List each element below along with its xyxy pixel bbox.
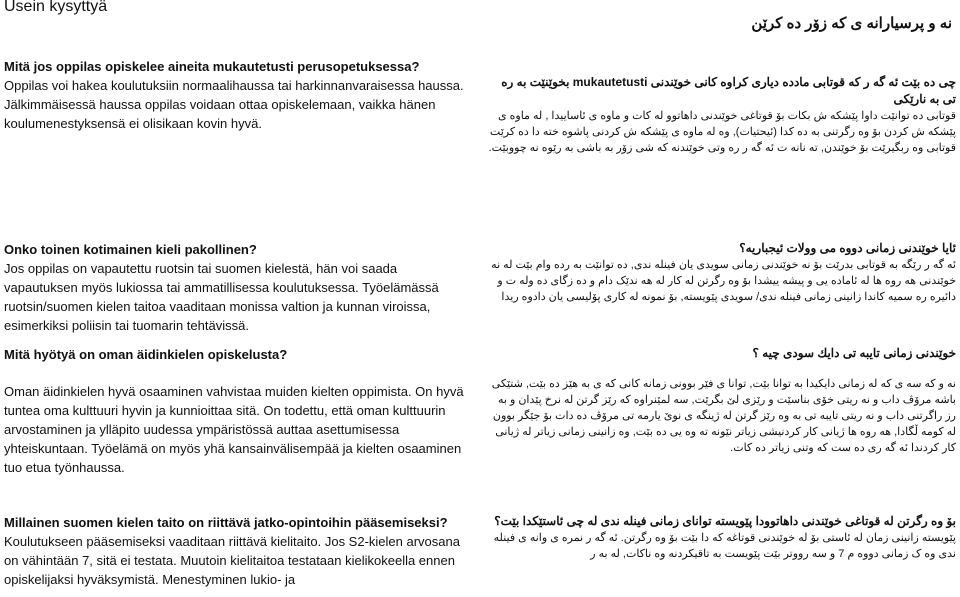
faq-answer-kurdish: ئه گه ر رێگه به قوتابی بدرێت بۆ نه خوێندنی زمانی سویدی یان فینله ندی, ده توانێت به رده وام بێت له نه خوێندنی هه روه ها له ئاماده یی و پیشه ییشدا بۆ وه رگرتن له کار له هه ندێک دام و ده زگای ده وله ت و دائیره ره سمیه کاندا زانینی زمانی فینله ندی/ سویدی پێویسته, بۆ نمونه له کاری پۆلیسی یان دادوه ریدا (491, 259, 956, 303)
faq-question: Mitä hyötyä on oman äidinkielen opiskelusta? (4, 347, 288, 362)
faq-question-kurdish: ئایا خوێندنی زمانی دووه می وولات ئیجباریه؟ (739, 241, 956, 255)
faq-question: Onko toinen kotimainen kieli pakollinen? (4, 242, 257, 257)
faq-item-kurdish-2 (486, 240, 956, 305)
faq-question: Mitä jos oppilas opiskelee aineita mukautetusti perusopetuksessa? (4, 59, 420, 74)
faq-item-3 (4, 345, 474, 477)
faq-item-kurdish-1 (486, 74, 956, 156)
faq-answer: Jos oppilas on vapautettu ruotsin tai suomen kielestä, hän voi saada vapautuksen myös lukiossa tai ammatillisessa koulutuksessa. Työelämässä ruotsin/suomen kielen taitoa vaaditaan monissa valtion ja kunnan viroissa, esimerkiksi poliisin tai tuomarin tehtävissä. (4, 261, 439, 333)
page-title: Usein kysyttyä (4, 0, 108, 15)
faq-answer: Oppilas voi hakea koulutuksiin normaalihaussa tai harkinnanvaraisessa haussa. Jälkimmäisessä haussa oppilas voidaan ottaa opiskelemaan, vaikka hänen koulumenestyksensä ei olisikaan kovin hyvä. (4, 78, 464, 131)
faq-item-2 (4, 240, 474, 335)
faq-answer: Oman äidinkielen hyvä osaaminen vahvistaa muiden kielten oppimista. On hyvä tuntea oma kulttuuri hyvin ja kunnioittaa sitä. On todettu, että oman kulttuurin arvostaminen ja ylläpito uudessa ympäristössä auttaa asettumisessa yhteiskuntaan. Työelämä on myös yhä kansainvälisempää ja kielten osaaminen tuo etua työnhaussa. (4, 384, 464, 475)
faq-answer-kurdish: قوتابی ده توانێت داوا پێشکه ش بکات بۆ قوتاغی خوێندنی داهاتوو له کات و ماوه ی ئاساییدا , له ماوه ی پێشکه ش کردن بۆ وه رگرتنی به ده کدا (ئیحتیات), وه له ماوه ی پێشکه ش کردنی پاشوه خته دا ده کرێت قوتابی وه ربگیرێت بۆ خوێندن, ته نانه ت ئه گه ر ره وتی خوێندنه که شی زۆر به باشی به رێوه نه چووبێت. (488, 110, 956, 154)
faq-question-kurdish: چی ده بێت ئه گه ر که قوتابی مادده دیاری کراوه کانی خوێندنی mukautetusti بخوێنێت به ره تی به نارێکی (501, 75, 956, 106)
page-title-kurdish: نه و پرسیارانه ی که زۆر ده کرێن (751, 15, 952, 32)
faq-question-kurdish: خوێندنی زمانی تایبه تی دایك سودی چیه ؟ (752, 346, 956, 360)
faq-question: Millainen suomen kielen taito on riittävä jatko-opintoihin pääsemiseksi? (4, 515, 448, 530)
faq-item-kurdish-4 (486, 513, 956, 562)
faq-item-4 (4, 513, 474, 589)
faq-item-1 (4, 57, 474, 133)
faq-question-kurdish: بۆ وه رگرتن له قوتاغی خوێندنی داهاتوودا پێویسته توانای زمانی فینله ندی له چی ئاستێکدا بێت؟ (494, 514, 956, 528)
faq-answer: Koulutukseen pääsemiseksi vaaditaan riittävä kielitaito. Jos S2-kielen arvosana on vähintään 7, sitä ei testata. Muutoin kielitaitoa testataan kielikokeella ennen opiskelijaksi hyväksymistä. Menestyminen lukio- ja (4, 534, 460, 587)
faq-answer-kurdish: نه و که سه ی که له زمانی دایکیدا به توانا بێت, توانا ی فێر بوونی زمانه کانی که ی به هێز ده بێت, شتێکی باشه مرۆڤ داب و نه ریتی خۆی بناسێت و رێزی لێ بگرێت, سه لمێنراوه که رێز گرتن له نرخ پێدان و به رز راگرتنی داب و نه ریتی تایبه تی به وه رێز گرتن له ژینگه ی نوێ یارمه تی مرۆڤ ده دات بۆ جێگر بوون له کومه ڵگادا, هه روه ها ژیانی کار کردنیشی زیاتر نێونه ته وه یی ده بێت, وه زانینی زمانی زیاتر له ژیانی کار کردندا ئه گه ری ده ست که وتنی زیاتر ده کات. (491, 378, 956, 454)
faq-item-kurdish-3 (486, 345, 956, 456)
faq-answer-kurdish: پێویسته زانینی زمان له ئاستی بۆ له خوێندنی قوتاغه که دا بێت بۆ وه رگرتن. ئه گه ر نمره ی وانه ی فینله ندی وه ک زمانی دووه م 7 و سه رووتر بێت پێویست به تاقیکردنه وه ناکات, له به ر (493, 532, 956, 560)
